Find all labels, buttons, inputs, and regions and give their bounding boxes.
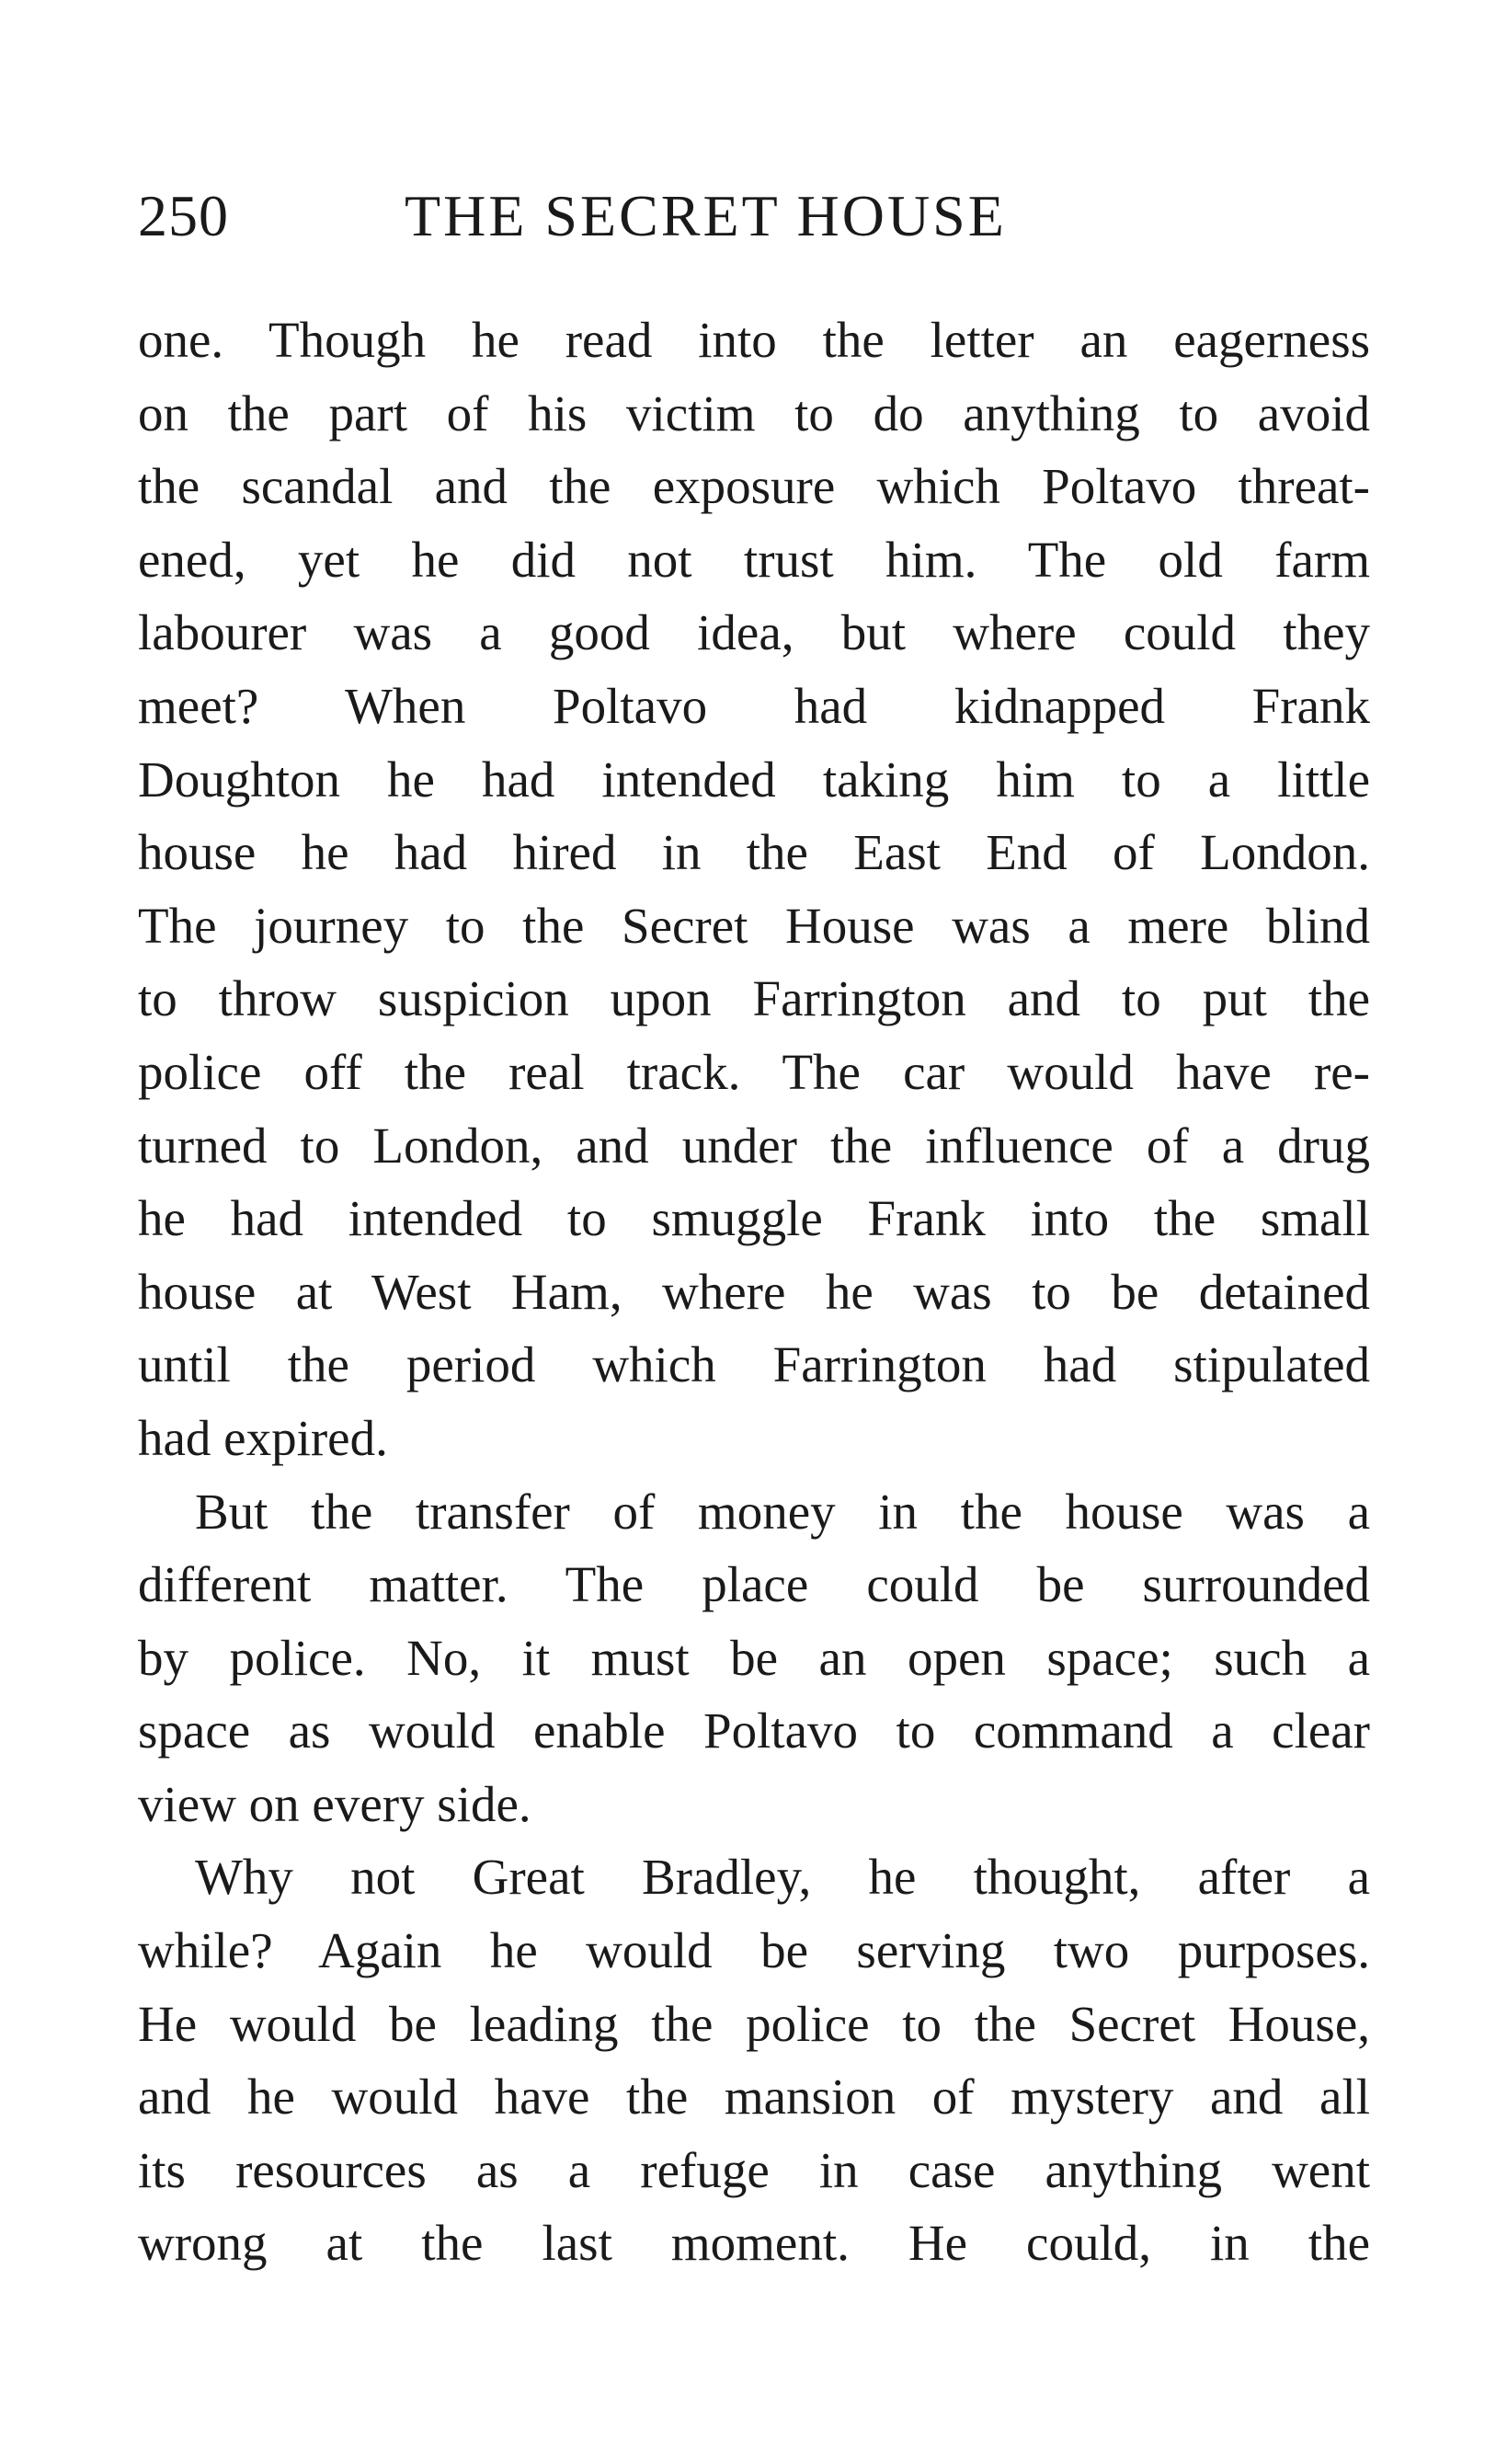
text-line: while? Again he would be serving two purposes. <box>138 1922 1370 1979</box>
text-line: the scandal and the exposure which Poltavo threat- <box>138 458 1370 515</box>
text-line: ened, yet he did not trust him. The old farm <box>138 531 1370 588</box>
text-line: had expired. <box>138 1409 388 1466</box>
text-line: and he would have the mansion of mystery and all <box>138 2069 1370 2126</box>
text-line: house he had hired in the East End of London. <box>138 824 1370 881</box>
text-line: meet? When Poltavo had kidnapped Frank <box>138 677 1370 734</box>
text-line: But the transfer of money in the house was a <box>195 1483 1370 1540</box>
text-line: he had intended to smuggle Frank into the small <box>138 1190 1370 1247</box>
text-line: different matter. The place could be surrounded <box>138 1556 1370 1613</box>
page-number: 250 <box>138 183 229 248</box>
text-line: its resources as a refuge in case anything went <box>138 2141 1370 2198</box>
text-line: space as would enable Poltavo to command a clear <box>138 1702 1370 1759</box>
text-line: turned to London, and under the influence of a drug <box>138 1117 1370 1174</box>
text-line: police off the real track. The car would have re- <box>138 1043 1370 1100</box>
text-line: He would be leading the police to the Secret House, <box>138 1995 1370 2052</box>
text-line: wrong at the last moment. He could, in the <box>138 2215 1370 2272</box>
body-text <box>138 304 1370 2280</box>
text-line: labourer was a good idea, but where could they <box>138 604 1370 661</box>
text-line: to throw suspicion upon Farrington and to put the <box>138 970 1370 1027</box>
text-line: The journey to the Secret House was a mere blind <box>138 897 1370 954</box>
text-line: view on every side. <box>138 1775 531 1832</box>
text-line: Why not Great Bradley, he thought, after a <box>195 1849 1370 1906</box>
text-line: Doughton he had intended taking him to a little <box>138 751 1370 808</box>
text-line: one. Though he read into the letter an eagerness <box>138 312 1370 368</box>
text-line: on the part of his victim to do anything to avoid <box>138 384 1370 441</box>
text-line: by police. No, it must be an open space; such a <box>138 1629 1370 1686</box>
running-title: THE SECRET HOUSE <box>405 183 1007 248</box>
text-line: house at West Ham, where he was to be detained <box>138 1263 1370 1320</box>
text-line: until the period which Farrington had stipulated <box>138 1336 1370 1393</box>
running-head <box>138 175 1370 258</box>
